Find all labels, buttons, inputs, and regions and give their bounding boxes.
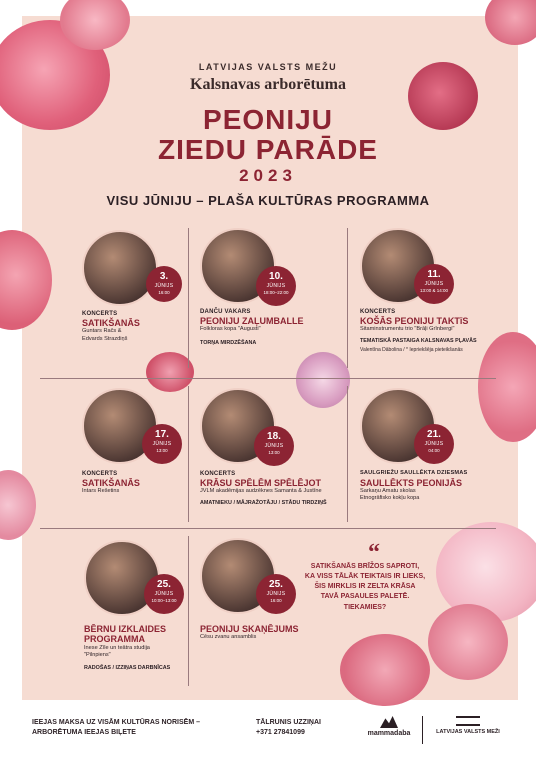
badge-time: 13:00 & 14:00 [419, 288, 449, 293]
grid-divider-h1 [40, 378, 496, 379]
grid-divider-v1 [188, 228, 189, 368]
event-name: BĒRNU IZKLAIDES PROGRAMMA [84, 624, 167, 645]
date-badge [414, 264, 454, 304]
phone-label: TĀLRUNIS UZZIŅAI [256, 719, 321, 726]
event-name: SATIKŠANĀS [82, 318, 140, 329]
badge-month: JŪNIJS [424, 281, 444, 287]
badge-month: JŪNIJS [152, 441, 172, 447]
event-extra: RADOŠAS / IZZIŅAS DARBNĪCAS [84, 664, 171, 671]
quote-mark: “ [368, 540, 380, 566]
peony-flower-bottom [340, 634, 430, 706]
event-card [360, 308, 500, 354]
event-card [360, 470, 500, 503]
event-performer: Cēsu zvanu ansamblis [200, 634, 257, 641]
event-name: PEONIJU ZAĻUMBALLE [200, 316, 304, 327]
lvm-logo-icon [456, 716, 480, 726]
date-badge [142, 424, 182, 464]
event-extra: TEMATISKĀ PASTAIGA KALSNAVAS PĻAVĀS [360, 337, 477, 344]
page-title-line1: PEONIJU [203, 104, 333, 135]
badge-month: JŪNIJS [154, 591, 174, 597]
badge-day: 17. [155, 429, 169, 440]
badge-month: JŪNIJS [266, 591, 286, 597]
event-category: KONCERTS [82, 471, 118, 477]
event-performer: Guntars Račs & [82, 328, 122, 335]
event-performer: JVLM akadēmijas audzēknes Samanta & Justīne [200, 488, 322, 495]
badge-day: 25. [157, 579, 171, 590]
event-extra: TORŅA MIRDZĒŠANA [200, 339, 257, 346]
event-performer: Sarkaņu Amatu skolas [360, 487, 416, 494]
event-name: KOŠĀS PEONIJU TAKTīS [360, 316, 469, 327]
badge-time: 16:00 [270, 598, 282, 603]
badge-day: 11. [427, 269, 441, 280]
subtitle: VISU JŪNIJU – PLAŠA KULTŪRAS PROGRAMMA [106, 193, 430, 208]
event-card [84, 624, 188, 672]
peony-flower-center [146, 352, 194, 392]
mammadaba-logo-text: mammadaba [367, 730, 411, 737]
entry-fee-line: IEEJAS MAKSA UZ VISĀM KULTŪRAS NORISĒM – [32, 719, 201, 726]
date-badge [146, 266, 182, 302]
quote-line: KA VISS TĀLĀK TEIKTAIS IR LIEKS, [304, 573, 426, 581]
grid-divider-v3 [188, 386, 189, 522]
event-performer: Intars Rešetins [82, 488, 120, 495]
event-performer: "Pilnpiens" [84, 652, 111, 659]
peony-flower-center-purple [296, 352, 350, 408]
peony-flower-bottom-right [428, 604, 508, 680]
badge-day: 18. [267, 431, 281, 442]
logo-divider [422, 716, 423, 744]
event-card [200, 308, 350, 347]
quote-line: SATIKŠANĀS BRĪŽOS SAPROTI, [310, 563, 420, 570]
event-name: SAULLĒKTS PEONIJĀS [360, 477, 463, 488]
event-name: SATIKŠANĀS [82, 478, 140, 489]
date-badge [256, 574, 296, 614]
badge-month: JŪNIJS [154, 283, 174, 289]
event-category: DANČU VAKARS [200, 309, 251, 315]
badge-time: 10:00–13:00 [151, 598, 177, 603]
badge-time: 13:00 [156, 448, 168, 453]
phone-info [256, 718, 321, 738]
mammadaba-logo [362, 716, 416, 737]
phone-number: +371 27841099 [256, 729, 305, 737]
event-card [200, 624, 304, 642]
event-name: KRĀSU SPĒLĒM SPĒLĒJOT [200, 478, 322, 489]
badge-day: 3. [159, 271, 169, 282]
quote-text [304, 562, 426, 613]
quote-line: TAVĀ PASAULES PALETĒ. [320, 593, 410, 601]
badge-day: 21. [427, 429, 441, 440]
date-badge [144, 574, 184, 614]
lvm-logo [428, 716, 508, 735]
event-category: KONCERTS [200, 471, 236, 477]
year-label: 2023 [239, 166, 297, 185]
badge-time: 04:00 [428, 448, 440, 453]
quote-line: TIEKAMIES? [343, 603, 387, 611]
event-performer: Inese Zīle un teātra studija [84, 644, 150, 651]
event-extra: AMATNIEKU / MĀJRAŽOTĀJU / STĀDU TIRDZIŅŠ [200, 499, 327, 506]
entry-fee-line: ARBORĒTUMA IEEJAS BIĻETE [32, 729, 136, 737]
date-badge [414, 424, 454, 464]
event-performer: Folkloras kopa "Augusti" [200, 326, 261, 333]
venue-name: Kalsnavas arborētuma [190, 76, 346, 93]
event-card [200, 470, 348, 507]
lvm-logo-text: LATVIJAS VALSTS MEŽI [436, 729, 500, 735]
event-name: PEONIJU SKAŅĒJUMS [200, 624, 299, 634]
page-title-line2: ZIEDU PARĀDE [158, 134, 378, 165]
event-category: SAULGRIEŽU SAULLĒKTA DZIESMAS [360, 470, 468, 476]
date-badge [256, 266, 296, 306]
organization-label: LATVIJAS VALSTS MEŽU [198, 62, 338, 72]
event-category: KONCERTS [360, 309, 396, 315]
badge-time: 16:00 [158, 290, 170, 295]
event-performer: Etnogrāfisko kokļu kopa [360, 495, 420, 502]
badge-month: JŪNIJS [266, 283, 286, 289]
mammadaba-logo-icon [380, 716, 398, 728]
badge-day: 10. [269, 271, 283, 282]
badge-time: 18:00–22:00 [263, 290, 289, 295]
event-extra-note: Valentīna Dābolina / * Iepriekšēja pieteikšanās [360, 347, 463, 354]
event-category: KONCERTS [82, 311, 118, 317]
event-performer: Sitaminstrumentu trio "Brāļi Grīnbergi" [360, 326, 455, 333]
quote-line: ŠIS MIRKLIS IR ZELTA KRĀSA [314, 583, 416, 591]
badge-time: 13:00 [268, 450, 280, 455]
badge-month: JŪNIJS [424, 441, 444, 447]
grid-divider-v5 [188, 536, 189, 686]
badge-month: JŪNIJS [264, 443, 284, 449]
grid-divider-h2 [40, 528, 496, 529]
date-badge [254, 426, 294, 466]
event-performer: Edvards Strazdiņš [82, 335, 128, 342]
badge-day: 25. [269, 579, 283, 590]
entry-fee-info [32, 718, 200, 738]
